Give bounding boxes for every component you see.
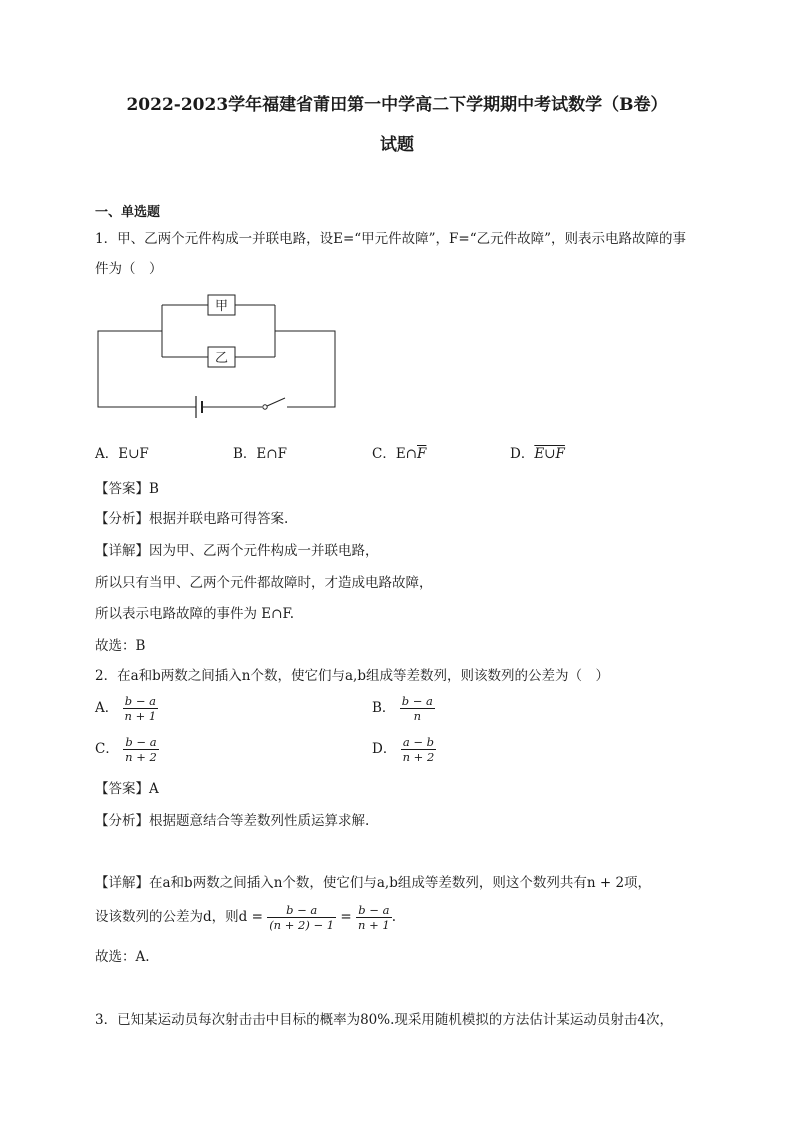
component-b-label: 乙 xyxy=(214,351,229,366)
q1-option-c xyxy=(372,442,426,462)
q2-option-a xyxy=(95,694,158,723)
section-heading: 一、单选题 xyxy=(95,205,161,220)
q2-detail-2-fraction-2: $\frac{b - a}{n + 1}$ xyxy=(358,903,390,932)
q1-option-d xyxy=(510,442,565,462)
q1-option-c-bar: $\overline{F}$ xyxy=(417,446,427,462)
doc-title-line1: 2022-2023学年福建省莆田第一中学高二下学期期中考试数学（B卷） xyxy=(126,95,668,115)
component-a-label: 甲 xyxy=(214,299,229,314)
q1-detail-1: 【详解】因为甲、乙两个元件构成一并联电路， xyxy=(95,543,379,559)
q3-stem: 3．已知某运动员每次射击击中目标的概率为80%.现采用随机模拟的方法估计某运动员射击4次， xyxy=(95,1012,673,1028)
q2-option-c-label: C． xyxy=(95,741,119,757)
q2-detail-2: 设该数列的公差为d，则d = $\frac{b - a}{(n + 2) - 1}$ = $\frac{b - a}{n + 1}$ . xyxy=(95,903,396,932)
q1-stem-line1: 1．甲、乙两个元件构成一并联电路，设E=“甲元件故障”，F=“乙元件故障”，则表示电路故障的事 xyxy=(95,231,687,247)
q2-detail-2-equals: = xyxy=(340,909,352,925)
q2-option-a-label: A． xyxy=(95,700,119,716)
q2-choice: 故选：A. xyxy=(95,949,150,965)
q2-option-b-fraction: $\frac{b - a}{n}$ xyxy=(401,694,433,723)
q2-option-b-label: B． xyxy=(372,700,396,716)
q1-detail-2: 所以只有当甲、乙两个元件都故障时，才造成电路故障， xyxy=(95,575,433,591)
q2-answer: 【答案】A xyxy=(95,781,159,797)
q2-option-d xyxy=(372,735,436,764)
q2-option-a-fraction: $\frac{b - a}{n + 1}$ xyxy=(124,694,157,723)
q2-detail-1: 【详解】在a和b两数之间插入n个数，使它们与a,b组成等差数列，则这个数列共有n + 2项， xyxy=(95,875,652,891)
q1-option-b: B．E∩F xyxy=(233,446,287,462)
q1-option-c-prefix: C．E∩ xyxy=(372,446,417,462)
q2-analysis: 【分析】根据题意结合等差数列性质运算求解. xyxy=(95,813,370,829)
q2-detail-2-prefix: 设该数列的公差为d，则d = xyxy=(95,909,263,925)
doc-title-line2: 试题 xyxy=(380,135,414,155)
q1-option-d-prefix: D． xyxy=(510,446,535,462)
parallel-circuit-diagram xyxy=(90,290,350,425)
q1-detail-3: 所以表示电路故障的事件为 E∩F. xyxy=(95,606,295,622)
q2-option-d-fraction: $\frac{a - b}{n + 2}$ xyxy=(402,735,435,764)
q2-stem: 2．在a和b两数之间插入n个数，使它们与a,b组成等差数列，则该数列的公差为（ ） xyxy=(95,668,609,684)
q2-detail-2-fraction-1: $\frac{b - a}{(n + 2) - 1}$ xyxy=(269,903,335,932)
q2-option-b xyxy=(372,694,435,723)
q1-stem-line2: 件为（ ） xyxy=(95,261,163,277)
q2-option-c xyxy=(95,735,159,764)
q1-choice: 故选：B xyxy=(95,638,146,654)
q1-analysis: 【分析】根据并联电路可得答案. xyxy=(95,511,289,527)
q2-option-d-label: D． xyxy=(372,741,397,757)
q2-option-c-fraction: $\frac{b - a}{n + 2}$ xyxy=(125,735,157,764)
q1-option-a: A．E∪F xyxy=(95,446,149,462)
q1-answer: 【答案】B xyxy=(95,481,159,497)
q1-option-d-bar: E∪F xyxy=(534,446,565,462)
